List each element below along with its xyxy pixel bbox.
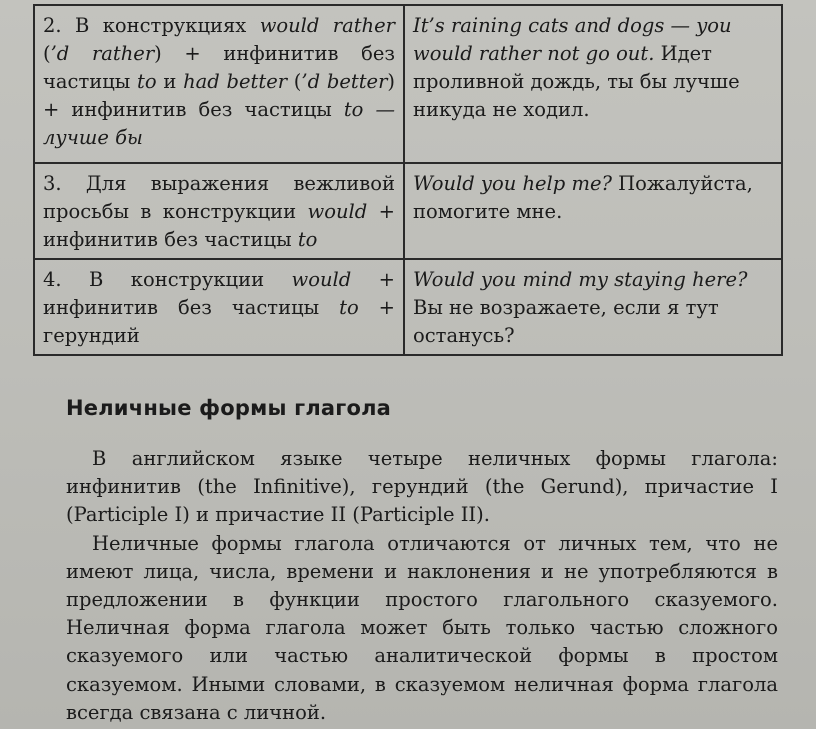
section-heading: Неличные формы глагола: [66, 396, 392, 420]
rule-cell: 3. Для выражения вежливой просьбы в конструкции would + инфинитив без частицы to: [34, 163, 404, 259]
example-cell: It’s raining cats and dogs — you would rather not go out. Идет проливной дождь, ты бы лучше никуда не ходил.: [404, 5, 782, 163]
rule-cell: 4. В конструкции would + инфинитив без частицы to + герундий: [34, 259, 404, 355]
table-row: [34, 5, 782, 163]
section-body: [66, 445, 778, 727]
table-row: [34, 163, 782, 259]
example-cell: Would you help me? Пожалуйста, помогите мне.: [404, 163, 782, 259]
would-usage-table: [33, 4, 783, 356]
table-row: [34, 259, 782, 355]
paragraph: В английском языке четыре неличных формы глагола: инфинитив (the Infinitive), герундий (the Gerund), причастие I (Participle I) и причастие II (Participle II).: [66, 447, 778, 527]
rule-cell: 2. В конструкциях would rather (’d rather) + инфинитив без частицы to и had better (’d better) + инфинитив без частицы to — лучше бы: [34, 5, 404, 163]
paragraph: Неличные формы глагола отличаются от личных тем, что не имеют лица, числа, времени и наклонения и не употребляются в предложении в функции простого глагольного сказуемого. Неличная форма глагола может быть только частью сложного сказуемого или частью аналитической формы в простом сказуемом. Иными словами, в сказуемом неличная форма глагола всегда связана с личной.: [66, 531, 778, 724]
example-cell: Would you mind my staying here? Вы не возражаете, если я тут останусь?: [404, 259, 782, 355]
